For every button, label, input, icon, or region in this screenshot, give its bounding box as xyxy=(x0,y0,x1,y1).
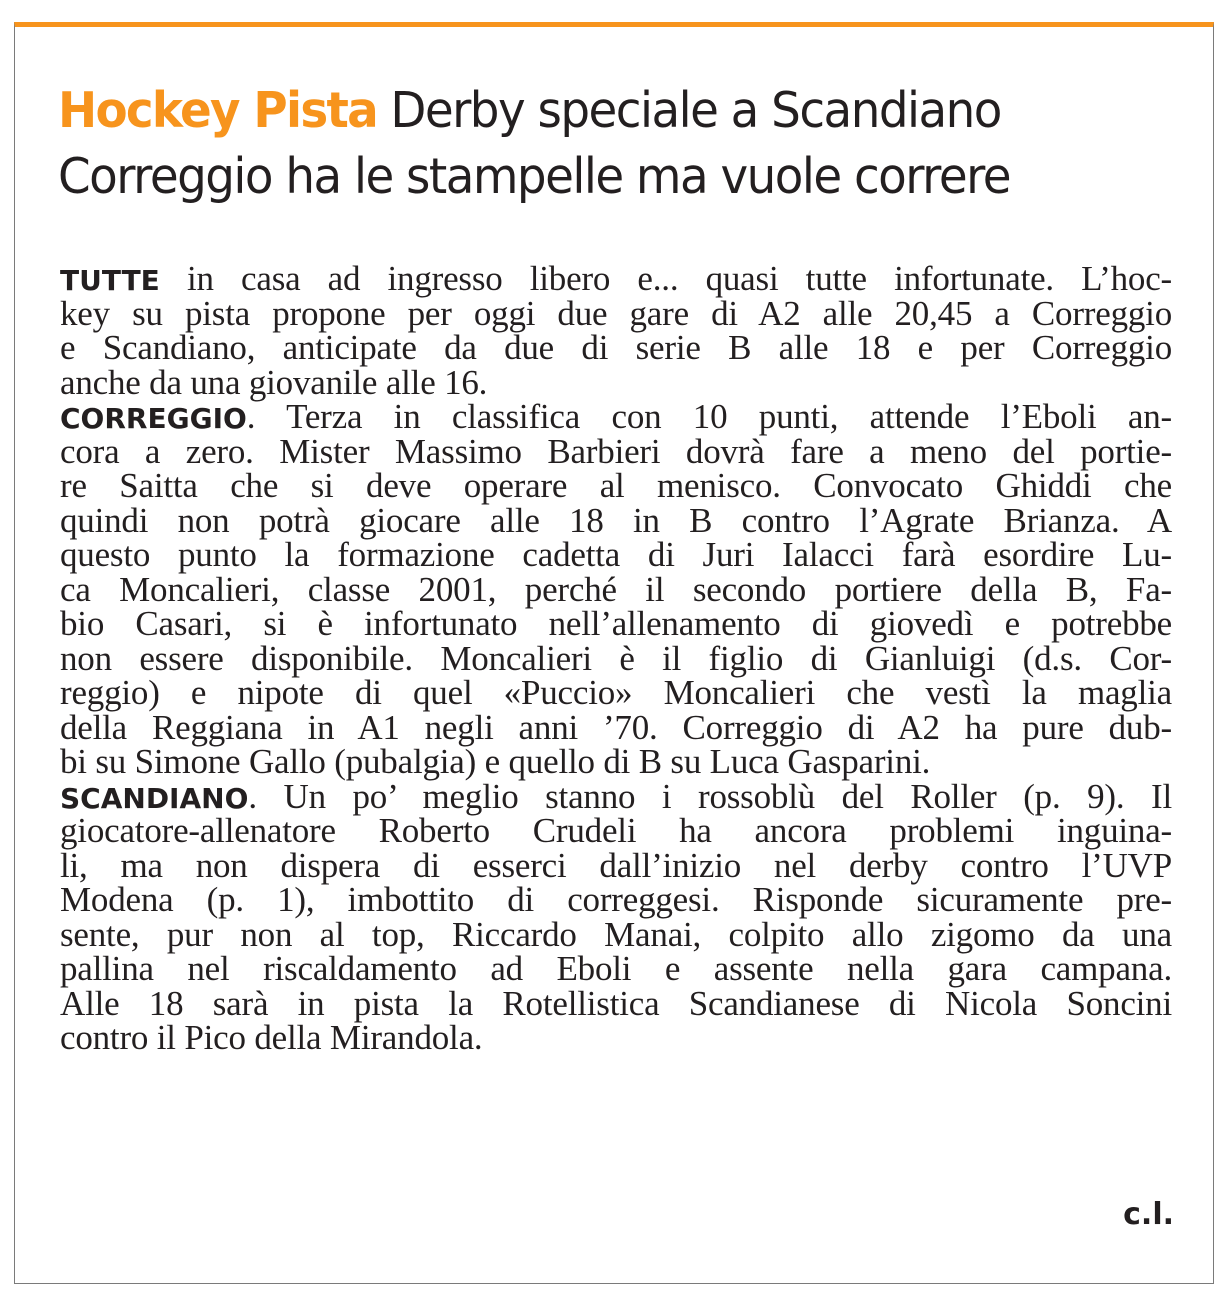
body-line: bio Casari, si è infortunato nell’allenamento di giovedì e potrebbe xyxy=(60,604,1172,643)
body-line: li, ma non dispera di esserci dall’inizio nel derby contro l’UVP xyxy=(60,845,1172,885)
body-line: questo punto la formazione cadetta di Juri Ialacci farà esordire Lu- xyxy=(60,535,1172,574)
body-line: e Scandiano, anticipate da due di serie B alle 18 e per Correggio xyxy=(60,328,1172,367)
body-line: re Saitta che si deve operare al menisco. Convocato Ghiddi che xyxy=(60,466,1172,505)
title-line-1: Derby speciale a Scandiano xyxy=(390,82,1001,139)
title-line-2: Correggio ha le stampelle ma vuole correre xyxy=(58,148,1011,205)
body-line: Alle 18 sarà in pista la Rotellistica Scandianese di Nicola Soncini xyxy=(60,983,1172,1023)
body-line: reggio) e nipote di quel «Puccio» Moncalieri che vestì la maglia xyxy=(60,673,1172,712)
body-line: Modena (p. 1), imbottito di correggesi. Risponde sicuramente pre- xyxy=(60,880,1172,919)
body-line: non essere disponibile. Moncalieri è il figlio di Gianluigi (d.s. Cor- xyxy=(60,638,1172,678)
body-line: bi su Simone Gallo (pubalgia) e quello di B su Luca Gasparini. xyxy=(60,742,931,781)
body-line: CORREGGIO. Terza in classifica con 10 punti, attende l’Eboli an- xyxy=(60,397,1172,436)
body-line: TUTTE in casa ad ingresso libero e... quasi tutte infortunate. L’hoc- xyxy=(60,259,1172,298)
paragraph-lead-scandiano: SCANDIANO xyxy=(60,781,249,815)
body-line: pallina nel riscaldamento ad Eboli e assente nella gara campana. xyxy=(60,949,1172,988)
body-line: contro il Pico della Mirandola. xyxy=(60,1018,483,1057)
body-line: della Reggiana in A1 negli anni ’70. Correggio di A2 ha pure dub- xyxy=(60,707,1172,747)
kicker: Hockey Pista xyxy=(58,82,377,139)
body-line: sente, pur non al top, Riccardo Manai, colpito allo zigomo da una xyxy=(60,914,1172,954)
body-line: quindi non potrà giocare alle 18 in B contro l’Agrate Brianza. A xyxy=(60,500,1172,540)
body-line: SCANDIANO. Un po’ meglio stanno i rossoblù del Roller (p. 9). Il xyxy=(60,776,1172,816)
paragraph-lead-correggio: CORREGGIO xyxy=(60,402,247,435)
paragraph-lead-tutte: TUTTE xyxy=(60,264,160,297)
body-line: key su pista propone per oggi due gare di A2 alle 20,45 a Correggio xyxy=(60,293,1172,333)
body-line: giocatore-allenatore Roberto Crudeli ha ancora problemi inguina- xyxy=(60,811,1172,850)
headline xyxy=(58,78,1137,210)
article-body xyxy=(60,259,1172,1057)
headline-line-1 xyxy=(58,78,1137,144)
author-signature: c.l. xyxy=(1123,1197,1174,1232)
body-line: anche da una giovanile alle 16. xyxy=(60,362,488,402)
body-line: cora a zero. Mister Massimo Barbieri dovrà fare a meno del portie- xyxy=(60,431,1172,471)
body-line: ca Moncalieri, classe 2001, perché il secondo portiere della B, Fa- xyxy=(60,569,1172,609)
